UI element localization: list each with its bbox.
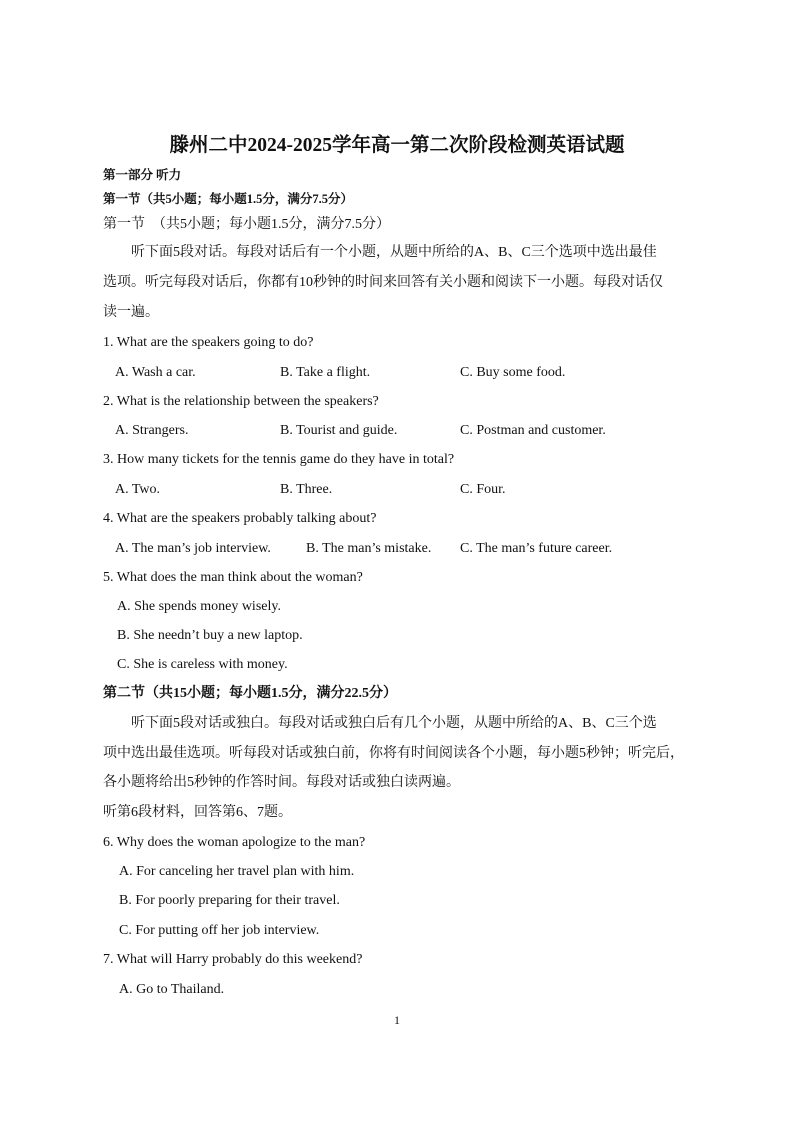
question-1-option-c[interactable]: C. Buy some food. (460, 365, 566, 380)
question-3-option-c[interactable]: C. Four. (460, 482, 506, 497)
question-1-option-a[interactable]: A. Wash a car. (115, 365, 196, 380)
question-1-option-b[interactable]: B. Take a flight. (280, 365, 371, 380)
question-4-option-c[interactable]: C. The man’s future career. (460, 541, 613, 556)
question-3-option-b[interactable]: B. Three. (280, 482, 333, 497)
page-title: 滕州二中2024-2025学年高一第二次阶段检测英语试题 (169, 135, 625, 156)
part-heading: 第一部分 听力 (103, 168, 182, 182)
question-2-option-a[interactable]: A. Strangers. (115, 423, 189, 438)
section2-heading: 第二节（共15小题；每小题1.5分，满分22.5分） (103, 686, 397, 701)
section1-instruction-line2: 选项。听完每段对话后，你都有10秒钟的时间来回答有关小题和阅读下一小题。每段对话仅 (103, 275, 663, 290)
question-7-stem: 7. What will Harry probably do this weekend? (103, 952, 363, 967)
question-5-option-b[interactable]: B. She needn’t buy a new laptop. (117, 628, 303, 643)
question-3-option-a[interactable]: A. Two. (115, 482, 161, 497)
question-5-option-c[interactable]: C. She is careless with money. (117, 657, 288, 672)
section2-instruction-line3: 各小题将给出5秒钟的作答时间。每段对话或独白读两遍。 (103, 775, 460, 790)
question-3-stem: 3. How many tickets for the tennis game do they have in total? (103, 452, 455, 467)
section2-instruction-line2: 项中选出最佳选项。听每段对话或独白前，你将有时间阅读各个小题，每小题5秒钟；听完后， (103, 746, 684, 761)
question-2-stem: 2. What is the relationship between the speakers? (103, 394, 379, 409)
section1-heading: 第一节 （共5小题；每小题1.5分，满分7.5分） (103, 217, 390, 232)
question-6-option-c[interactable]: C. For putting off her job interview. (119, 923, 320, 938)
question-2-option-c[interactable]: C. Postman and customer. (460, 423, 606, 438)
question-4-stem: 4. What are the speakers probably talking about? (103, 511, 377, 526)
question-5-option-a[interactable]: A. She spends money wisely. (117, 599, 281, 614)
question-2-option-b[interactable]: B. Tourist and guide. (280, 423, 398, 438)
section2-instruction-line1: 听下面5段对话或独白。每段对话或独白后有几个小题，从题中所给的A、B、C三个选 (131, 716, 657, 731)
page-number: 1 (394, 1013, 400, 1027)
section1-instruction-line1: 听下面5段对话。每段对话后有一个小题，从题中所给的A、B、C三个选项中选出最佳 (131, 245, 657, 260)
section1-heading-bold: 第一节（共5小题；每小题1.5分，满分7.5分） (103, 192, 354, 206)
question-6-option-b[interactable]: B. For poorly preparing for their travel. (119, 893, 340, 908)
question-1-stem: 1. What are the speakers going to do? (103, 335, 314, 350)
question-4-option-b[interactable]: B. The man’s mistake. (306, 541, 432, 556)
question-6-stem: 6. Why does the woman apologize to the man? (103, 835, 366, 850)
question-7-option-a[interactable]: A. Go to Thailand. (119, 982, 225, 997)
question-4-option-a[interactable]: A. The man’s job interview. (115, 541, 271, 556)
section1-instruction-line3: 读一遍。 (103, 305, 159, 320)
question-6-option-a[interactable]: A. For canceling her travel plan with him. (119, 864, 355, 879)
material-6-note: 听第6段材料，回答第6、7题。 (103, 805, 292, 820)
question-5-stem: 5. What does the man think about the woman? (103, 570, 363, 585)
